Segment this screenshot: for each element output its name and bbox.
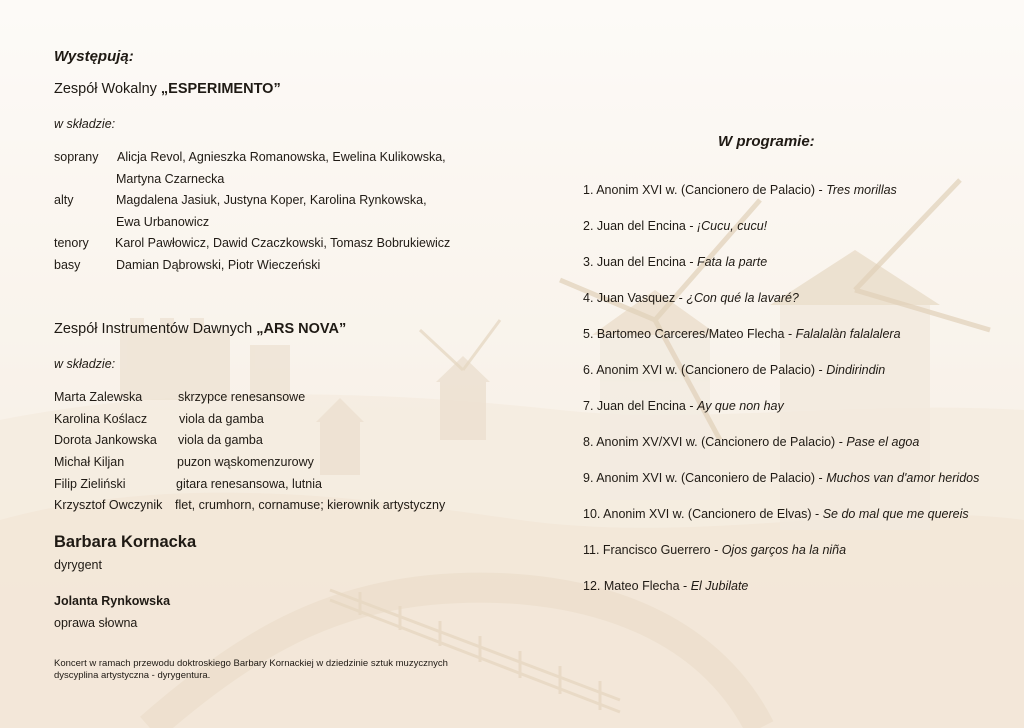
program-item-composer: 11. Francisco Guerrero - [583,543,722,557]
instrumental-ensemble-subheading: w składzie: [54,357,116,371]
program-item-composer: 6. Anonim XVI w. (Cancionero de Palacio) - [583,363,827,377]
program-item-composer: 7. Juan del Encina - [583,399,697,413]
instrumentalist-name: Michał Kiljan [54,455,125,469]
program-item-composer: 5. Bartomeo Carceres/Mateo Flecha - [583,327,796,341]
instrumentalist-role: skrzypce renesansowe [178,390,306,404]
voice-label-soprano: soprany [54,150,99,164]
program-item [583,435,919,449]
instrumentalist-role: gitara renesansowa, lutnia [176,477,322,491]
program-item-title: Fata la parte [696,255,768,269]
performers-heading: Występują: [54,48,134,65]
instrumentalist-role: viola da gamba [179,412,264,426]
program-item-title: Falalalàn falalalera [795,327,901,341]
concert-note-line-1: Koncert w ramach przewodu doktroskiego Barbary Kornackiej w dziedzinie sztuk muzycznych [54,658,448,669]
instrumental-ensemble-prefix: Zespół Instrumentów Dawnych [54,321,257,337]
instrumentalist-name: Dorota Jankowska [54,433,157,447]
voice-names-alto-2: Ewa Urbanowicz [116,215,210,229]
program-item-composer: 8. Anonim XV/XVI w. (Cancionero de Palacio) - [583,435,847,449]
program-item-composer: 2. Juan del Encina - [583,219,697,233]
program-item [583,219,767,233]
program-item [583,291,799,305]
instrumentalist-name: Filip Zieliński [54,477,126,491]
program-item [583,399,784,413]
program-item-composer: 12. Mateo Flecha - [583,579,691,593]
conductor-name: Barbara Kornacka [54,533,197,551]
instrumentalist-name: Krzysztof Owczynik [54,498,163,512]
program-item-title: ¡Cucu, cucu! [696,219,768,233]
program-item-composer: 9. Anonim XVI w. (Canconiero de Palacio) - [583,471,827,485]
vocal-ensemble-prefix: Zespół Wokalny [54,81,161,97]
voice-names-bass: Damian Dąbrowski, Piotr Wieczeński [116,258,321,272]
program-item-composer: 10. Anonim XVI w. (Cancionero de Elvas) - [583,507,823,521]
narrator-name: Jolanta Rynkowska [54,594,171,608]
program-item-title: Ay que non hay [696,399,784,413]
instrumentalist-role: puzon wąskomenzurowy [177,455,314,469]
instrumentalist-name: Marta Zalewska [54,390,143,404]
program-item [583,543,846,557]
program-item [583,579,748,593]
program-item-title: Tres morillas [826,183,897,197]
program-item [583,327,901,341]
voice-label-bass: basy [54,258,81,272]
instrumental-ensemble-title [54,321,346,337]
voice-names-tenor: Karol Pawłowicz, Dawid Czaczkowski, Tomasz Bobrukiewicz [115,236,451,250]
program-item-title: Muchos van d'amor heridos [826,471,980,485]
program-item-composer: 3. Juan del Encina - [583,255,697,269]
vocal-ensemble-name: „ESPERIMENTO” [160,81,281,97]
program-item-title: Dindirindin [826,363,886,377]
program-item [583,471,979,485]
program-item-title: El Jubilate [690,579,749,593]
concert-note-line-2: dyscyplina artystyczna - dyrygentura. [54,670,211,681]
instrumental-ensemble-name: „ARS NOVA” [256,321,347,337]
program-item [583,255,767,269]
instrumentalist-role: viola da gamba [178,433,263,447]
voice-names-soprano-1: Alicja Revol, Agnieszka Romanowska, Ewelina Kulikowska, [117,150,446,164]
vocal-ensemble-subheading: w składzie: [54,117,116,131]
program-item-title: ¿Con qué la lavaré? [686,291,799,305]
program-item [583,183,897,197]
voice-label-tenor: tenory [54,236,89,250]
narrator-role: oprawa słowna [54,616,138,630]
voice-label-alto: alty [54,193,74,207]
program-item [583,363,885,377]
program-item-composer: 1. Anonim XVI w. (Cancionero de Palacio) - [583,183,827,197]
conductor-role: dyrygent [54,558,102,572]
program-item-title: Se do mal que me quereis [822,507,969,521]
voice-names-soprano-2: Martyna Czarnecka [116,172,225,186]
program-item-composer: 4. Juan Vasquez - [583,291,687,305]
vocal-ensemble-title [54,81,281,97]
program-heading: W programie: [718,133,815,150]
program-item [583,507,969,521]
instrumentalist-role: flet, crumhorn, cornamuse; kierownik artystyczny [175,498,446,512]
voice-names-alto-1: Magdalena Jasiuk, Justyna Koper, Karolina Rynkowska, [116,193,427,207]
program-item-title: Pase el agoa [846,435,920,449]
instrumentalist-name: Karolina Koślacz [54,412,148,426]
program-item-title: Ojos garços ha la niña [721,543,847,557]
